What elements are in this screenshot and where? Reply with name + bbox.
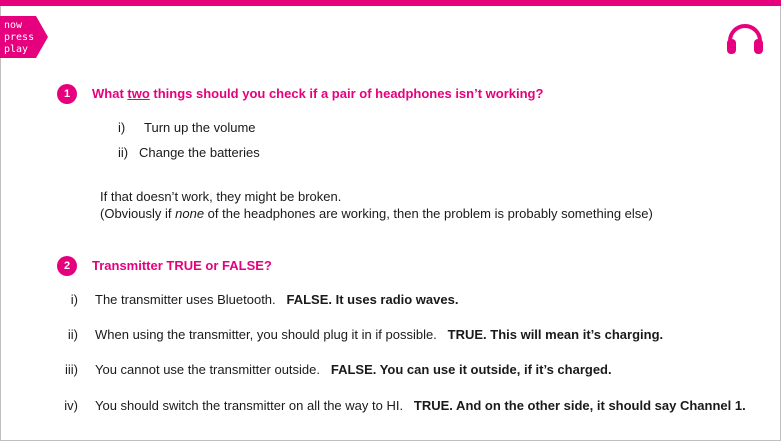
item-statement: When using the transmitter, you should plug it in if possible. (95, 327, 437, 342)
question-1-note-line-1: If that doesn’t work, they might be broken. (100, 189, 342, 204)
item-marker: iv) (64, 398, 78, 413)
now-press-play-logo (0, 16, 50, 65)
logo-line-3: play (4, 44, 29, 55)
item-statement: The transmitter uses Bluetooth. (95, 292, 276, 307)
item-content (95, 362, 612, 377)
note-line-2-part-2: of the headphones are working, then the problem is probably something else) (204, 206, 653, 221)
question-1-title-part-2: things should you check if a pair of headphones isn’t working? (149, 86, 544, 101)
item-statement: You cannot use the transmitter outside. (95, 362, 320, 377)
item-marker: iii) (65, 362, 78, 377)
question-1-number: 1 (63, 88, 71, 100)
question-2-number: 2 (63, 260, 71, 272)
question-1-note-line-2 (100, 205, 653, 222)
question-1-title (92, 86, 543, 101)
item-content (95, 292, 458, 307)
note-line-2-part-1: (Obviously if (100, 206, 176, 221)
item-answer: TRUE. And on the other side, it should say Channel 1. (413, 398, 746, 413)
question-1-item-2 (118, 145, 260, 160)
question-1-title-part-1: What (92, 86, 128, 101)
question-1-item-1 (118, 120, 256, 135)
item-statement: You should switch the transmitter on all the way to HI. (95, 398, 404, 413)
item-marker: ii) (118, 145, 129, 160)
logo-line-2: press (4, 32, 35, 43)
question-1-number-badge (57, 84, 77, 104)
logo-line-1: now (4, 20, 23, 31)
question-2-number-badge (57, 256, 77, 276)
headphones-icon (725, 19, 765, 62)
question-1-title-underlined: two (127, 86, 150, 101)
item-content (95, 398, 746, 413)
item-marker: i) (70, 292, 78, 307)
item-answer: TRUE. This will mean it’s charging. (447, 327, 664, 342)
item-text: Change the batteries (139, 145, 260, 160)
item-marker: i) (118, 120, 126, 135)
item-text: Turn up the volume (144, 120, 256, 135)
note-line-2-emphasis: none (175, 206, 205, 221)
item-answer: FALSE. It uses radio waves. (286, 292, 459, 307)
item-content (95, 327, 663, 342)
item-marker: ii) (67, 327, 78, 342)
top-accent-bar (0, 0, 781, 6)
question-2-title: Transmitter TRUE or FALSE? (92, 258, 272, 273)
item-answer: FALSE. You can use it outside, if it’s charged. (330, 362, 612, 377)
